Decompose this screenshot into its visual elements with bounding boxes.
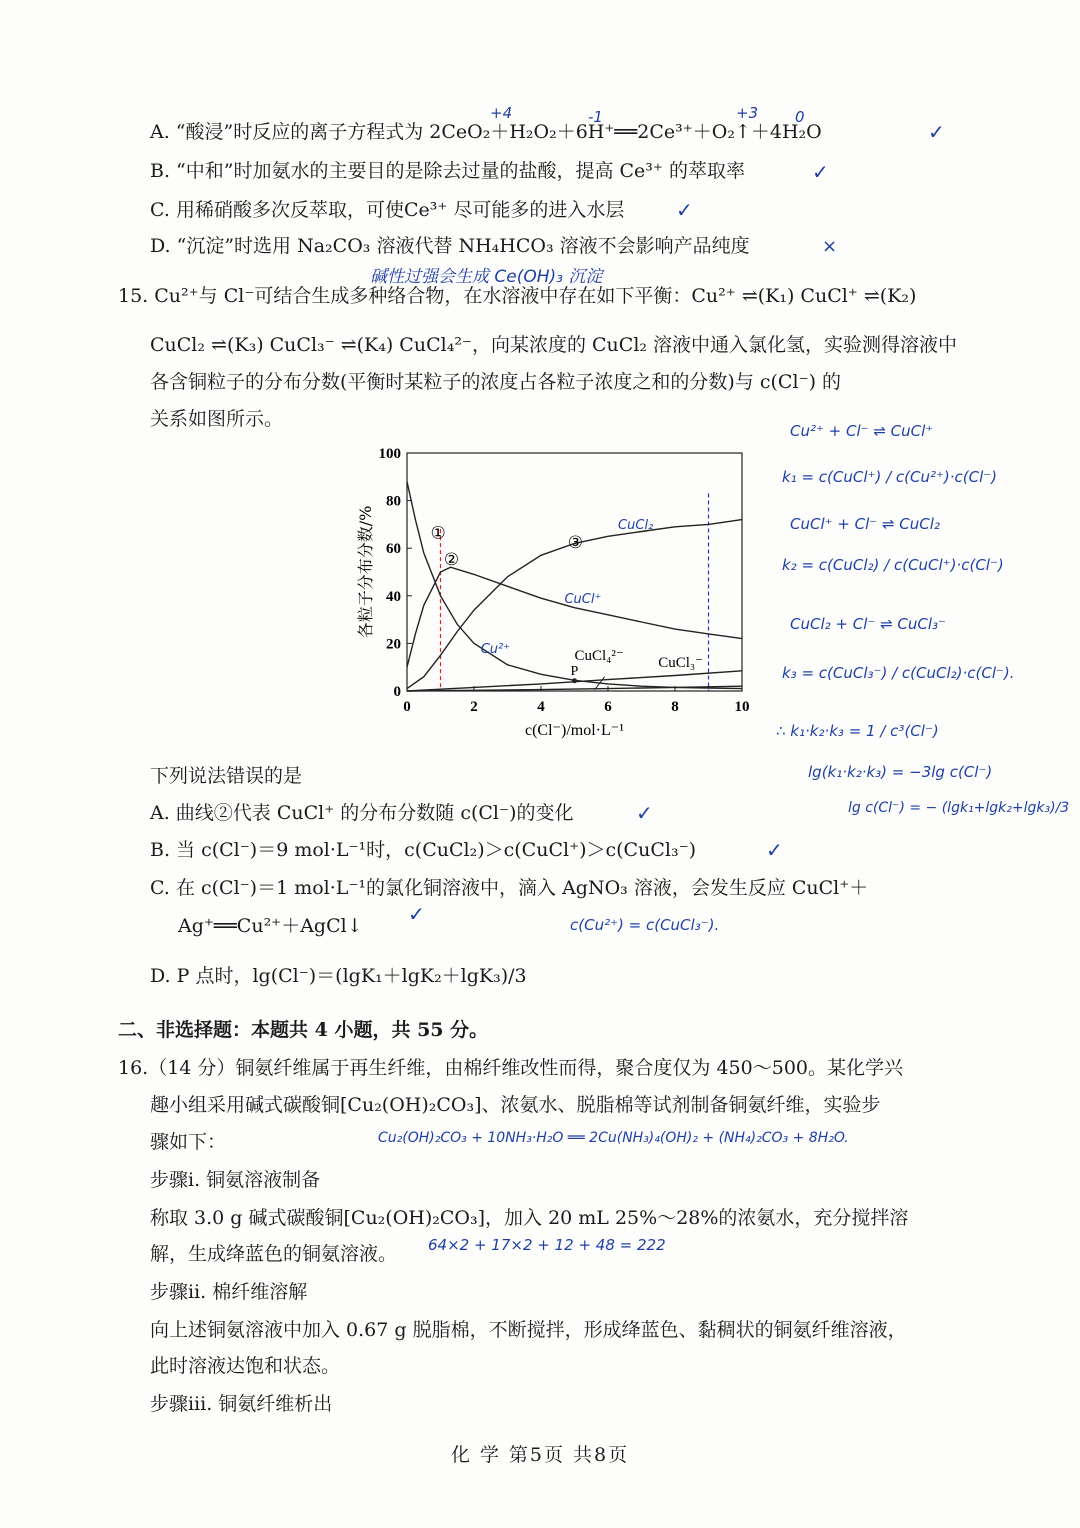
q16-step-1-title: 步骤ⅰ. 铜氨溶液制备: [150, 1169, 321, 1191]
hand-molar-mass: 64×2 + 17×2 + 12 + 48 = 222: [428, 1236, 666, 1254]
q16-step-1-text-a: 称取 3.0 g 碱式碳酸铜[Cu₂(OH)₂CO₃]，加入 20 mL 25%～28%的浓氨水，充分搅拌溶: [150, 1207, 909, 1229]
hand-reaction: Cu₂(OH)₂CO₃ + 10NH₃·H₂O ══ 2Cu(NH₃)₄(OH)₂ + (NH₄)₂CO₃ + 8H₂O.: [378, 1130, 849, 1146]
hand-check-15c: ✓: [408, 902, 425, 926]
hand-lg-cl: lg c(Cl⁻) = − (lgk₁+lgk₂+lgk₃)/3: [848, 800, 1070, 816]
q15-option-a: A. 曲线②代表 CuCl⁺ 的分布分数随 c(Cl⁻)的变化: [150, 802, 574, 824]
hand-oxidation-o2: 0: [795, 108, 805, 126]
q16-line-3: 骤如下：: [150, 1131, 227, 1153]
x-tick-label-2: 4: [537, 699, 545, 715]
x-tick-label-5: 10: [734, 699, 750, 715]
page-footer: 化 学 第5页 共8页: [450, 1444, 630, 1466]
q16-line-2: 趣小组采用碱式碳酸铜[Cu₂(OH)₂CO₃]、浓氨水、脱脂棉等试剂制备铜氨纤维，实验步: [150, 1094, 881, 1116]
hand-k1: k₁ = c(CuCl⁺) / c(Cu²⁺)·c(Cl⁻): [782, 468, 998, 486]
q15-stem-1: 15. Cu²⁺与 Cl⁻可结合生成多种络合物，在水溶液中存在如下平衡：Cu²⁺ ⇌(K₁) CuCl⁺ ⇌(K₂): [118, 285, 917, 307]
hand-oxidation-o: -1: [588, 108, 603, 126]
hand-oxidation-ce: +4: [490, 104, 513, 122]
curve-label-1: ①: [430, 523, 446, 544]
hand-chart-cucl: CuCl⁺: [564, 591, 602, 607]
q15-option-b: B. 当 c(Cl⁻)＝9 mol·L⁻¹时，c(CuCl₂)＞c(CuCl⁺)＞c(CuCl₃⁻): [150, 839, 697, 861]
y-tick-label-1: 20: [386, 636, 401, 653]
hand-oxidation-ce3: +3: [736, 104, 759, 122]
curve-label-2: ②: [443, 549, 460, 570]
q16-step-2-title: 步骤ⅱ. 棉纤维溶解: [150, 1281, 308, 1303]
x-tick-label-3: 6: [604, 699, 612, 715]
q14-option-d: D. “沉淀”时选用 Na₂CO₃ 溶液代替 NH₄HCO₃ 溶液不会影响产品纯度: [150, 235, 750, 257]
point-p-label: P: [570, 663, 579, 679]
section-2-title: 二、非选择题：本题共 4 小题，共 55 分。: [118, 1019, 489, 1041]
q16-line-1: 16.（14 分）铜氨纤维属于再生纤维，由棉纤维改性而得，聚合度仅为 450～500。某化学兴: [118, 1057, 904, 1079]
q14-option-b: B. “中和”时加氨水的主要目的是除去过量的盐酸，提高 Ce³⁺ 的萃取率: [150, 160, 745, 182]
curve-label-3: ③: [567, 533, 584, 554]
q15-option-d: D. P 点时，lg(Cl⁻)＝(lgK₁＋lgK₂＋lgK₃)/3: [150, 965, 527, 987]
q16-step-2-text-b: 此时溶液达饱和状态。: [150, 1355, 341, 1377]
label-cucl3: CuCl₃⁻: [658, 655, 704, 672]
hand-chart-cucl2: CuCl₂: [618, 518, 654, 534]
x-tick-label-1: 2: [470, 699, 478, 715]
hand-check-c: ✓: [676, 198, 693, 222]
hand-check-a: ✓: [928, 120, 945, 144]
q15-stem-2: CuCl₂ ⇌(K₃) CuCl₃⁻ ⇌(K₄) CuCl₄²⁻，向某浓度的 CuCl₂ 溶液中通入氯化氢，实验测得溶液中: [150, 334, 958, 356]
q15-stem-4: 关系如图所示。: [150, 408, 284, 430]
hand-check-15a: ✓: [636, 801, 653, 825]
q15-option-c-2: Ag⁺══Cu²⁺＋AgCl↓: [178, 915, 363, 937]
y-tick-label-3: 60: [386, 541, 401, 558]
hand-lg-product: lg(k₁·k₂·k₃) = −3lg c(Cl⁻): [808, 763, 993, 781]
point-p: [572, 678, 577, 683]
q14-option-a: A. “酸浸”时反应的离子方程式为 2CeO₂＋H₂O₂＋6H⁺══2Ce³⁺＋O₂↑＋4H₂O: [150, 121, 822, 143]
q15-option-c-1: C. 在 c(Cl⁻)＝1 mol·L⁻¹的氯化铜溶液中，滴入 AgNO₃ 溶液，会发生反应 CuCl⁺＋: [150, 877, 869, 899]
hand-product: ∴ k₁·k₂·k₃ = 1 / c³(Cl⁻): [776, 722, 939, 740]
hand-cross-d: ×: [822, 236, 838, 257]
y-tick-label-4: 80: [386, 493, 401, 510]
q15-stem-3: 各含铜粒子的分布分数(平衡时某粒子的浓度占各粒子浓度之和的分数)与 c(Cl⁻) 的: [150, 371, 842, 393]
hand-check-b: ✓: [812, 160, 829, 184]
y-tick-label-0: 0: [393, 684, 401, 700]
q16-step-2-text-a: 向上述铜氨溶液中加入 0.67 g 脱脂棉，不断搅拌，形成绛蓝色、黏稠状的铜氨纤维溶液，: [150, 1319, 907, 1341]
q16-step-1-text-b: 解，生成绛蓝色的铜氨溶液。: [150, 1243, 398, 1265]
y-tick-label-2: 40: [386, 588, 401, 605]
hand-chart-cu2: Cu²⁺: [480, 641, 511, 657]
hand-k3: k₃ = c(CuCl₃⁻) / c(CuCl₂)·c(Cl⁻).: [782, 664, 1015, 682]
distribution-chart: [345, 435, 755, 755]
hand-note-15c: c(Cu²⁺) = c(CuCl₃⁻).: [570, 916, 720, 934]
hand-eq-1: Cu²⁺ + Cl⁻ ⇌ CuCl⁺: [790, 422, 934, 440]
hand-check-15b: ✓: [766, 838, 783, 862]
q16-step-3-title: 步骤ⅲ. 铜氨纤维析出: [150, 1393, 333, 1415]
hand-eq-2: CuCl⁺ + Cl⁻ ⇌ CuCl₂: [790, 515, 940, 533]
y-axis-label: 各粒子分布分数/%: [356, 505, 375, 639]
hand-eq-3: CuCl₂ + Cl⁻ ⇌ CuCl₃⁻: [790, 615, 946, 633]
x-tick-label-4: 8: [671, 699, 679, 715]
hand-k2: k₂ = c(CuCl₂) / c(CuCl⁺)·c(Cl⁻): [782, 556, 1004, 574]
x-axis-label: c(Cl⁻)/mol·L⁻¹: [525, 722, 624, 739]
x-tick-label-0: 0: [403, 699, 411, 715]
q15-question: 下列说法错误的是: [150, 765, 303, 787]
q14-option-c: C. 用稀硝酸多次反萃取，可使Ce³⁺ 尽可能多的进入水层: [150, 199, 625, 221]
y-tick-label-5: 100: [378, 446, 401, 462]
label-cucl4: CuCl₄²⁻: [574, 648, 624, 665]
hand-note-d: 碱性过强会生成 Ce(OH)₃ 沉淀: [370, 267, 603, 287]
